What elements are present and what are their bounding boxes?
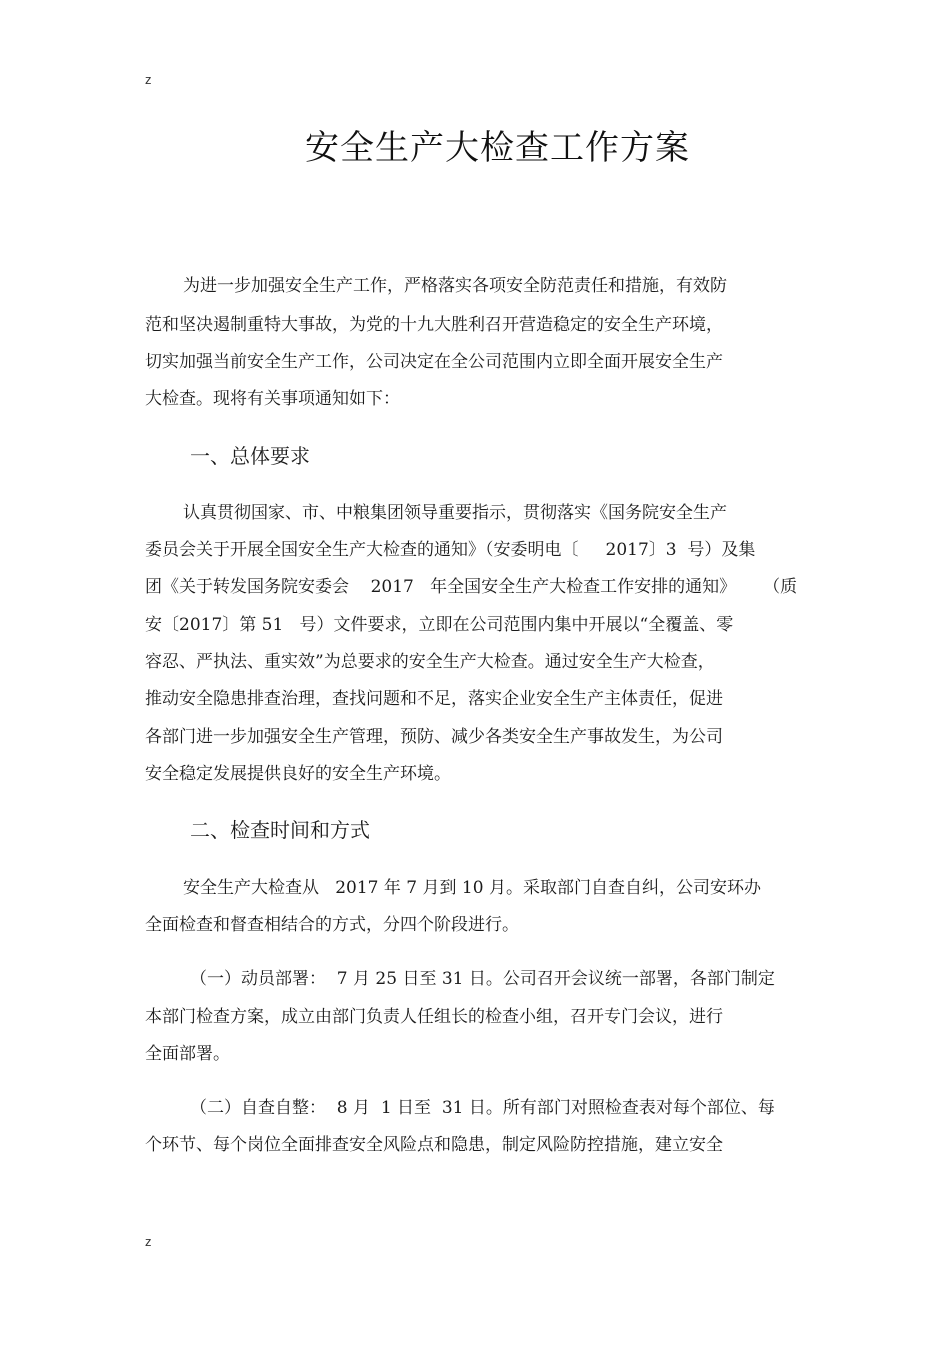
intro-line: 为进一步加强安全生产工作，严格落实各项安全防范责任和措施，有效防 — [183, 276, 727, 296]
page-marker-top: z — [145, 72, 152, 87]
section1-line: 团《关于转发国务院安委会 2017 年全国安全生产大检查工作安排的通知》 （质 — [145, 577, 798, 597]
section1-line: 安〔2017〕第 51 号）文件要求，立即在公司范围内集中开展以“全覆盖、零 — [145, 615, 734, 635]
section2-line: 全面检查和督查相结合的方式，分四个阶段进行。 — [145, 915, 519, 935]
section-heading-time-and-method: 二、检查时间和方式 — [190, 818, 370, 842]
section2-line: 安全生产大检查从 2017 年 7 月到 10 月。采取部门自查自纠，公司安环办 — [183, 878, 761, 898]
page-marker-bottom: z — [145, 1234, 152, 1249]
intro-line: 范和坚决遏制重特大事故，为党的十九大胜利召开营造稳定的安全生产环境， — [145, 315, 723, 335]
section2-phase2-line: （二）自查自整： 8 月 1 日至 31 日。所有部门对照检查表对每个部位、每 — [190, 1098, 775, 1118]
section1-line: 委员会关于开展全国安全生产大检查的通知》（安委明电〔 2017〕3 号）及集 — [145, 540, 756, 560]
section2-phase1-line: 全面部署。 — [145, 1044, 230, 1064]
section1-line: 安全稳定发展提供良好的安全生产环境。 — [145, 764, 451, 784]
document-title: 安全生产大检查工作方案 — [305, 128, 690, 168]
section1-line: 推动安全隐患排查治理，查找问题和不足，落实企业安全生产主体责任，促进 — [145, 689, 723, 709]
section1-line: 容忍、严执法、重实效”为总要求的安全生产大检查。通过安全生产大检查， — [145, 652, 715, 672]
section1-line: 认真贯彻国家、市、中粮集团领导重要指示，贯彻落实《国务院安全生产 — [183, 503, 727, 523]
section1-line: 各部门进一步加强安全生产管理，预防、减少各类安全生产事故发生，为公司 — [145, 727, 723, 747]
section2-phase2-line: 个环节、每个岗位全面排查安全风险点和隐患，制定风险防控措施，建立安全 — [145, 1135, 723, 1155]
section-heading-general-requirements: 一、总体要求 — [190, 444, 310, 468]
section2-phase1-line: 本部门检查方案，成立由部门负责人任组长的检查小组，召开专门会议，进行 — [145, 1007, 723, 1027]
intro-line: 大检查。现将有关事项通知如下： — [145, 389, 400, 409]
intro-line: 切实加强当前安全生产工作，公司决定在全公司范围内立即全面开展安全生产 — [145, 352, 723, 372]
section2-phase1-line: （一）动员部署： 7 月 25 日至 31 日。公司召开会议统一部署，各部门制定 — [190, 969, 775, 989]
